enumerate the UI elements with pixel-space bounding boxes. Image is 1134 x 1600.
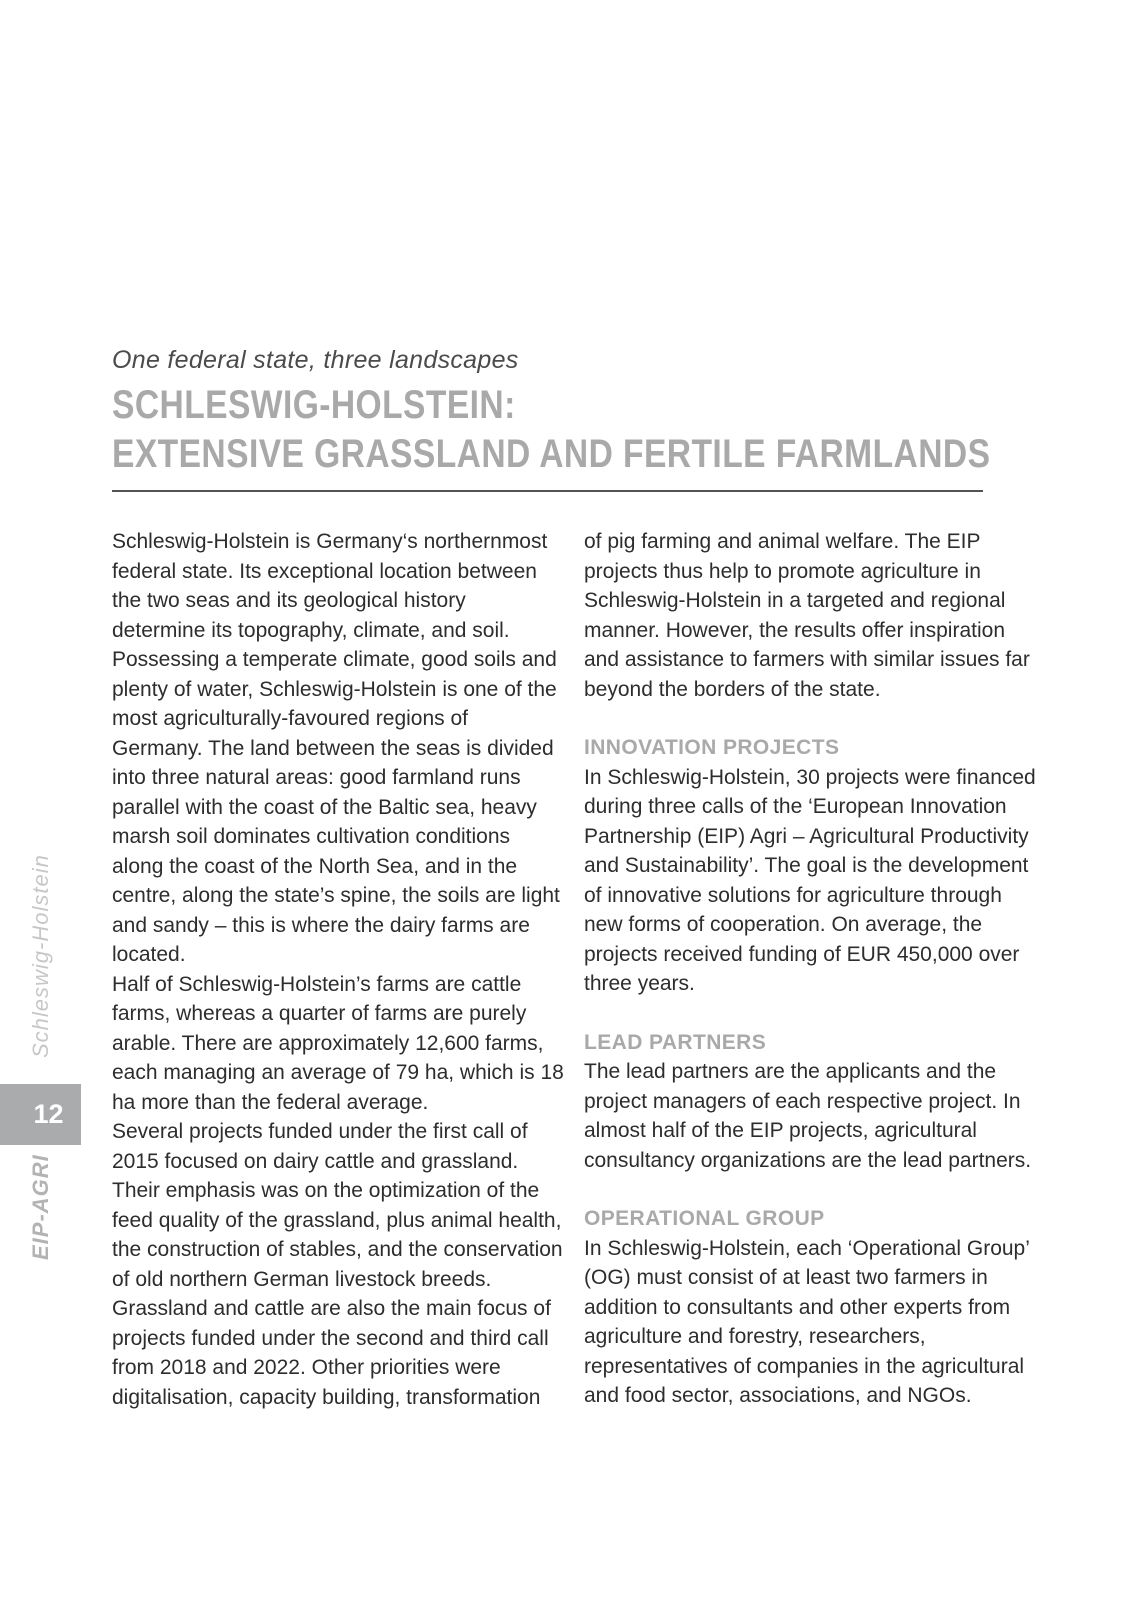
- body-paragraph: Half of Schleswig-Holstein’s farms are cattle farms, whereas a quarter of farms are purely arable. There are approximately 12,600 farms, each managing an average of 79 ha, which is 18 ha more than the federal average.: [112, 972, 564, 1114]
- section-heading-operational-group: OPERATIONAL GROUP: [584, 1207, 825, 1230]
- section-heading-innovation-projects: INNOVATION PROJECTS: [584, 736, 840, 759]
- page-title-line2: EXTENSIVE GRASSLAND AND FERTILE FARMLANDS: [112, 432, 991, 476]
- body-paragraph: The lead partners are the applicants and the project managers of each respective project. In almost half of the EIP projects, agricultural consultancy organizations are the lead partners.: [584, 1060, 1032, 1172]
- sidebar-program-label: EIP-AGRI: [28, 1154, 53, 1260]
- body-paragraph: Several projects funded under the first call of 2015 focused on dairy cattle and grassland. Their emphasis was on the optimization of the feed quality of the grassland, plus animal health, the construction of stables, and the conservation of old northern German livestock breeds.: [112, 1120, 563, 1291]
- body-paragraph: of pig farming and animal welfare. The EIP projects thus help to promote agriculture in Schleswig-Holstein in a targeted and regional manner. However, the results offer inspiration and assistance to farmers with similar issues far beyond the borders of the state.: [584, 530, 1030, 701]
- sidebar-region-label: Schleswig-Holstein: [28, 854, 53, 1058]
- page-number-box: [0, 1084, 81, 1145]
- page-title: [112, 381, 990, 479]
- kicker-subtitle: One federal state, three landscapes: [112, 346, 519, 374]
- section-heading-lead-partners: LEAD PARTNERS: [584, 1030, 767, 1054]
- left-text-column: [112, 527, 564, 1412]
- body-paragraph: Grassland and cattle are also the main focus of projects funded under the second and third call from 2018 and 2022. Other priorities were digitalisation, capacity building, transformation: [112, 1297, 551, 1409]
- page-number: 12: [33, 1099, 64, 1129]
- right-text-column: [584, 527, 1042, 1411]
- body-paragraph: In Schleswig-Holstein, 30 projects were financed during three calls of the ‘European Innovation Partnership (EIP) Agri – Agricultural Productivity and Sustainability’. The goal is the development of innovative solutions for agriculture through new forms of cooperation. On average, the projects received funding of EUR 450,000 over three years.: [584, 765, 1036, 995]
- page-title-line1: SCHLESWIG-HOLSTEIN:: [112, 383, 516, 427]
- body-paragraph: Schleswig-Holstein is Germany‘s northernmost federal state. Its exceptional location between the two seas and its geological history determine its topography, climate, and soil. Possessing a temperate climate, good soils and plenty of water, Schleswig-Holstein is one of the most agriculturally-favoured regions of Germany. The land between the seas is divided into three natural areas: good farmland runs parallel with the coast of the Baltic sea, heavy marsh soil dominates cultivation conditions along the coast of the North Sea, and in the centre, along the state’s spine, the soils are light and sandy – this is where the dairy farms are located.: [112, 530, 560, 966]
- title-divider-rule: [112, 490, 983, 492]
- body-paragraph: In Schleswig-Holstein, each ‘Operational Group’ (OG) must consist of at least two farmers in addition to consultants and other experts from agriculture and forestry, researchers, representatives of companies in the agricultural and food sector, associations, and NGOs.: [584, 1236, 1030, 1407]
